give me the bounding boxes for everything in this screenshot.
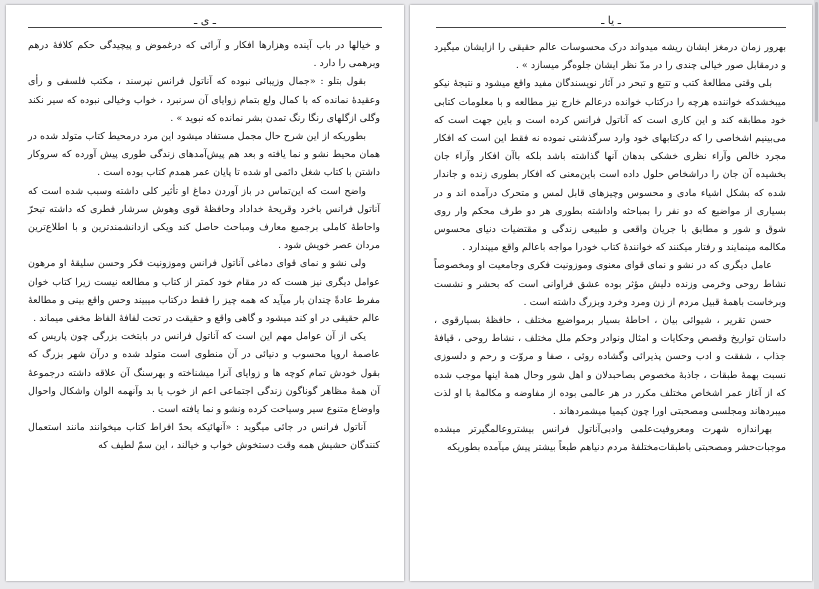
page-body	[434, 39, 786, 458]
paragraph: بهرور زمان درمغز ایشان ریشه میدواند درک محسوسات عالم حقیقی را ازایشان میگیرد و درمقابل صور خیالی چندی را در مدّ نظر ایشان جلوه‌گر میسازد » .	[434, 42, 786, 72]
paragraph: یکی از آن عوامل مهم این است که آناتول فرانس در بابتخت بزرگی چون پاریس که عاصمهٔ اروپا محسوب و دنیائی در آن منطوی است متولد شده و درآن شهر بزرگ که بقول خودش تمام کوچه ها و زوایای آنرا میشناخته و بهرسنگ آن علاقه داشته درجموعهٔ آن همهٔ مظاهر گوناگون زندگی اجتماعی اعم از خوب یا بد وآنهمه الوان واشکال واحوال واوضاع متنوع سیر وسیاحت کرده ونشو و نما یافته است .	[28, 331, 380, 416]
paragraph: آناتول فرانس در جائی میگوید : «آنهائیکه بحدّ افراط کتاب میخوانند مانند استعمال کنندگان حشیش همه وقت دستخوش خواب و خیالند ، این سمّ لطیف که	[28, 422, 380, 452]
right-page	[410, 5, 812, 581]
paragraph: ولی نشو و نمای قوای دماغی آناتول فرانس وموزونیت فکر وحسن سلیقهٔ او مرهون عوامل دیگری نیز هست که در مقام خود کمتر از کتاب و مطالعه نیست زیرا کتاب خوان مفرط عادةً چندان بار میآید که همه چیز را فقط درکتاب میبیند وحس واقع بینی و مطالعهٔ عالم حقیقی در او کند میشود و گاهی واقع و حقیقت در تحت لفافهٔ الفاظ مخفی میماند .	[28, 258, 380, 325]
left-page	[6, 5, 404, 581]
paragraph: حسن تقریر ، شیوائی بیان ، احاطهٔ بسیار برمواضیع مختلف ، حافظهٔ بسیارقوی ، داستان تواریخ وقصص وحکایات و امثال ونوادر وحکم ملل مختلف ، نشاط روحی ، قیافهٔ جذاب ، شفقت و ادب وحسن پذیرائی وگشاده روئی ، صفا و مروّت و رحم و دلسوزی نسبت بهمهٔ طبقات ، جاذبهٔ مخصوص بصاحبدلان و اهل شور وحال همهٔ اینها موجب شده که از آغاز عمر اشخاص مختلف مکرر در هر عالمی بوده از مفاوضه و مکالمهٔ با او لذت میبردهاند ومجلسی ومصحبتی اورا چون کیمیا میشمردهاند .	[434, 315, 786, 418]
header-rule	[28, 27, 382, 28]
paragraph: و خیالها در باب آینده وهزارها افکار و آرائی که درغموض و پیچیدگی حکم کلافهٔ درهم وبرهمی را دارد .	[28, 40, 380, 70]
page-number: ـ ی ـ	[193, 14, 217, 27]
header-rule	[436, 27, 786, 28]
paragraph: بهراندازه شهرت ومعروفیت‌علمی وادبی‌آناتول فرانس بیشترو‌عالمگیر‌تر میشده موجبات‌حشر ومصحبتی باطبقات‌مختلفهٔ مردم دنیاهم طبعاً بیشتر پیش میآمده بطوریکه	[434, 424, 786, 454]
page-body	[28, 37, 380, 456]
paragraph: عامل دیگری که در نشو و نمای قوای معنوی وموزونیت فکری وجامعیت او ومخصوصاً نشاط روحی وخرمی وزنده دلیش مؤثر بوده عشق فراوانی است که بحشر و نشست وبرخاست باهمهٔ قبیل مردم از زن ومرد وخرد وبزرگ داشته است .	[434, 260, 786, 308]
paragraph: واضح است که این‌تماس در باز آوردن دماغ او تأثیر کلی داشته وسبب شده است که آناتول فرانس باخرد وقریحهٔ خداداد وحافظهٔ قوی وهوش سرشار فطری که داشته تبحرّ واحاطهٔ کاملی برجمیع معارف ومباحث حاصل کند ویکی ازدانشمندترین و با اطلاع‌ترین مردان عصر خویش شود .	[28, 185, 380, 252]
paragraph: بقول بتلو : «جمال وزیبائی نبوده که آناتول فرانس نپرسند ، مکتب فلسفی و رأی وعقیدهٔ نمانده که با کمال ولع بتمام زوایای آن سرنبرد ، خواب وخیالی نبوده که سیر نکند وگلی ازگلهای رنگا رنگ تمدن بشر نمانده که نبوید » .	[28, 76, 380, 124]
vertical-scrollbar[interactable]	[814, 0, 819, 589]
paragraph: بطوریکه از این شرح حال مجمل مستفاد میشود این مرد درمحیط کتاب متولد شده در همان محیط نشو و نما یافته و بعد هم پیش‌آمدهای زندگی طوری پیش آورده که سروکار داشتن با کتاب شغل دائمی او شده تا پایان عمر همدم کتاب بوده است .	[28, 131, 380, 179]
paragraph: بلی وقتی مطالعهٔ کتب و تتبع و تبحر در آثار نویسندگان مفید واقع میشود و نتیجهٔ نیکو میبخشدکه خواننده هرچه را درکتاب خوانده درعالم خارج نیز مطالعه و با معلومات کتابی خود مطابقه کند و این کاری است که آناتول فرانس کرده است و باین جهت است که می‌بینیم اشخاصی را که درکتابهای خود وارد سرگذشتی نموده نه فقط این است که افکار مجرد خالص وآراء نظری خشکی بدهان آنها گذاشته باشد بلکه باآن افکار وآراء جان بخشیده آن جان را دراشخاص حلول داده است باین‌معنی که افکار بطوری زنده و جاندار شده که بشکل اشیاء مادی و محسوس وچیزهای قابل لمس و متحرک درآمده اند و در بسیاری از مواضیع که دو نفر را بمباحثه واداشته بطوری هر دو طرف محکم وار روی شوق و شور و مطابق با جریان واقعی و طبیعی زندگی و مقتضیات دنیای محسوس مکالمه مینمایند و رفتار میکنند که خوانندهٔ کتاب خودرا مواجه باعالم واقع میپندارد .	[434, 78, 786, 254]
scrollbar-thumb[interactable]	[815, 2, 818, 122]
page-number: ـ یا ـ	[601, 14, 621, 27]
